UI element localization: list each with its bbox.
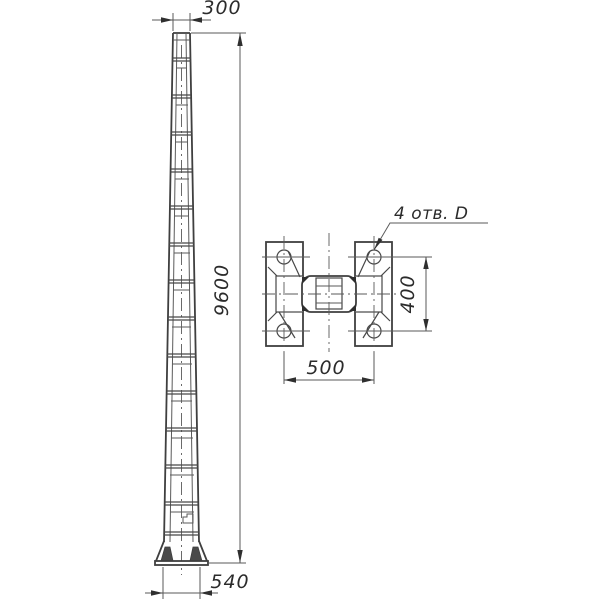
base-gusset-left (161, 547, 173, 561)
dim540-arrow-left (151, 590, 163, 595)
dim300-extension-lines (173, 13, 190, 31)
pole-handhole (183, 514, 193, 523)
dim400-arrow-top (423, 257, 428, 269)
base-gusset-right (190, 547, 202, 561)
dim9600-arrow-bottom (237, 550, 242, 563)
dim500-label: 500 (306, 357, 346, 379)
dimension-bolt-span-y (397, 257, 429, 331)
dim400-label: 400 (397, 274, 419, 314)
dimension-base-width (145, 567, 250, 599)
dim300-arrow-left (161, 17, 173, 22)
dim9600-label: 9600 (211, 263, 233, 317)
dim300-arrow-right (190, 17, 202, 22)
base-plate (155, 561, 208, 565)
dimension-top-width (152, 0, 242, 31)
dimension-bolt-span-x (284, 352, 374, 384)
dim540-label: 540 (210, 571, 250, 593)
dim400-arrow-bottom (423, 319, 428, 331)
dim500-arrow-left (284, 377, 296, 382)
front-view-pole (155, 33, 208, 575)
dim300-label: 300 (202, 0, 242, 19)
dim500-arrow-right (362, 377, 374, 382)
callout-label: 4 отв. D (394, 204, 469, 224)
dimension-height (191, 33, 246, 563)
dim540-extension-lines (163, 567, 200, 599)
dim9600-arrow-top (237, 33, 242, 46)
